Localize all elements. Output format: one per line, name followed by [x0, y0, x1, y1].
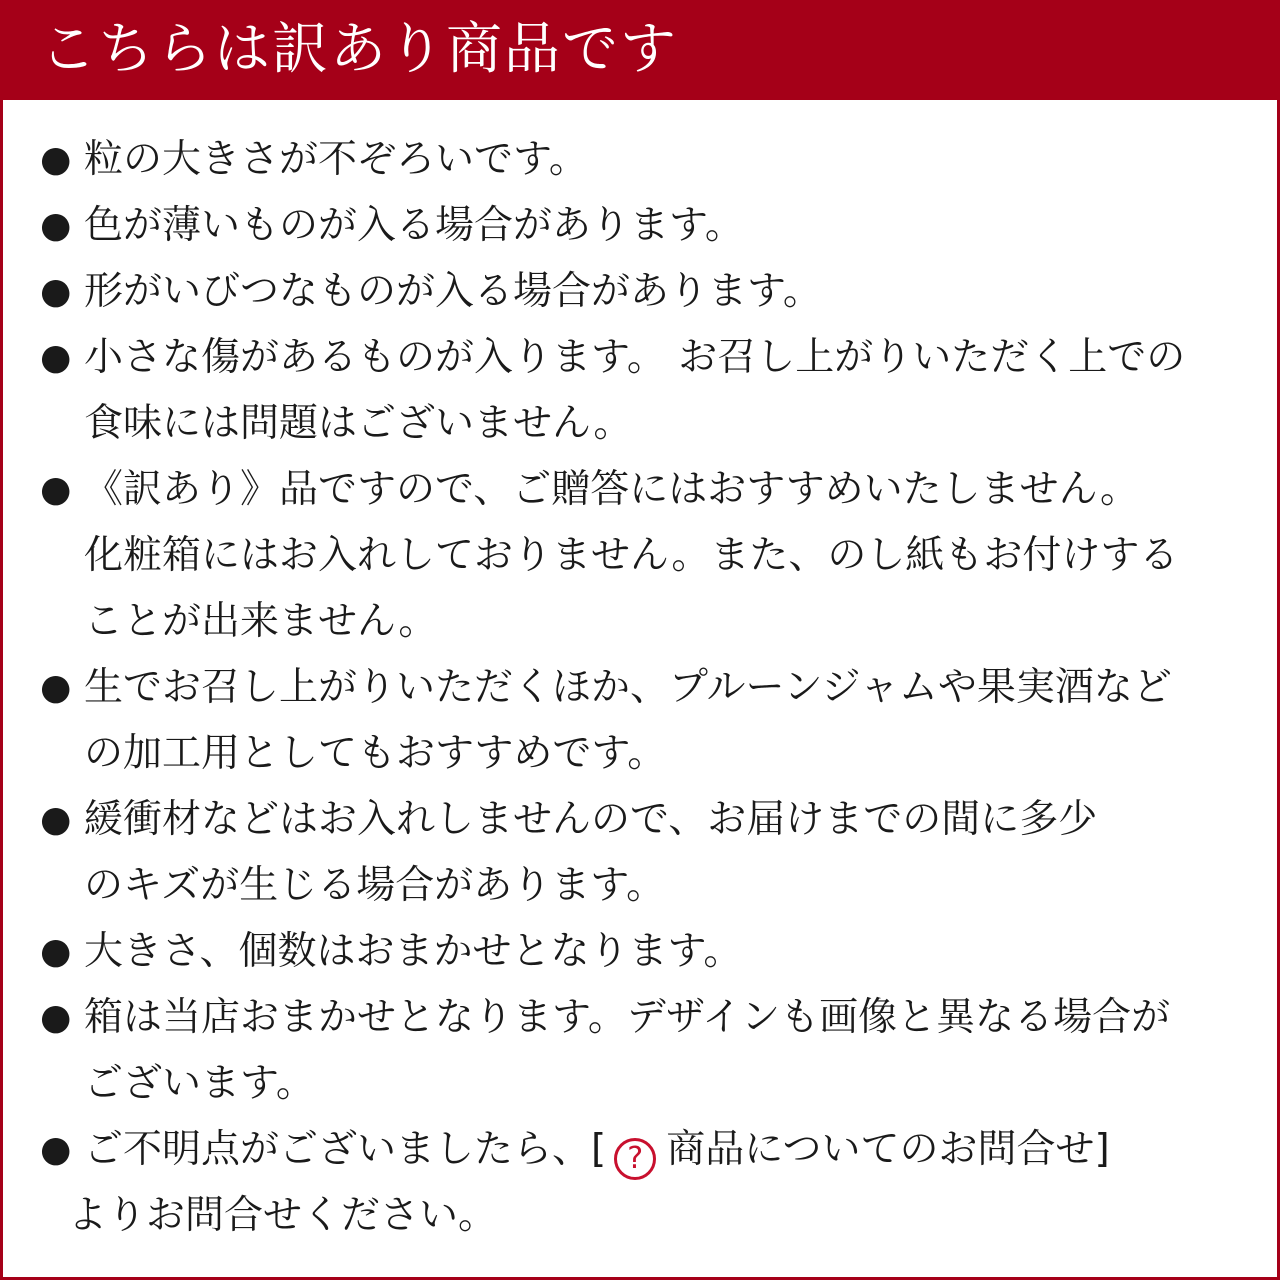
notes-list — [40, 127, 1250, 1249]
note-line: 生でお召し上がりいただくほか、プルーンジャムや果実酒など — [84, 665, 1172, 710]
note-text — [84, 919, 742, 985]
note-item — [40, 325, 1250, 457]
contact-line — [84, 1117, 1110, 1183]
bullet-icon: ● — [40, 799, 72, 840]
bullet-icon: ● — [40, 139, 72, 180]
note-line: 化粧箱にはお入れしておりません。また、のし紙もお付けする — [84, 533, 1179, 578]
note-text — [84, 655, 1172, 787]
note-item — [40, 457, 1250, 655]
bullet-icon: ● — [40, 469, 72, 510]
contact-note — [40, 1117, 1250, 1249]
bullet-icon: ● — [40, 271, 72, 312]
product-inquiry-label: 商品についてのお問合せ — [666, 1127, 1095, 1172]
note-item — [40, 787, 1250, 919]
note-line: の加工用としてもおすすめです。 — [84, 731, 667, 776]
note-line: 小さな傷があるものが入ります。 お召し上がりいただく上での — [84, 335, 1186, 380]
note-item — [40, 127, 1250, 193]
question-circle-icon: ? — [614, 1138, 656, 1180]
note-line: のキズが生じる場合があります。 — [84, 863, 666, 908]
bullet-icon: ● — [40, 997, 72, 1038]
contact-prefix: ご不明点がございましたら、[ — [84, 1127, 607, 1172]
note-text — [84, 325, 1185, 457]
product-inquiry-link[interactable] — [606, 1127, 1095, 1176]
note-line: 食味には問題はございません。 — [84, 401, 633, 446]
header-bar — [0, 0, 1280, 100]
note-line: 《訳あり》品ですので、ご贈答にはおすすめいたしません。 — [84, 467, 1139, 512]
note-item — [40, 919, 1250, 985]
note-line: ことが出来ません。 — [84, 599, 438, 644]
bullet-icon: ● — [40, 931, 72, 972]
note-text — [84, 259, 822, 325]
note-line: ございます。 — [84, 1061, 315, 1106]
page-title: こちらは訳あり商品です — [40, 17, 678, 82]
bullet-icon: ● — [40, 1129, 72, 1170]
note-line: 粒の大きさが不ぞろいです。 — [84, 137, 588, 182]
bullet-icon: ● — [40, 667, 72, 708]
note-text — [84, 787, 1097, 919]
note-text — [84, 127, 588, 193]
note-item — [40, 655, 1250, 787]
bullet-icon: ● — [40, 337, 72, 378]
contact-suffix: ] — [1094, 1127, 1110, 1172]
contact-text — [68, 1117, 1110, 1249]
note-line: 色が薄いものが入る場合があります。 — [84, 203, 744, 248]
note-line: 箱は当店おまかせとなります。デザインも画像と異なる場合が — [84, 995, 1171, 1040]
note-text — [84, 457, 1178, 655]
note-text — [84, 193, 744, 259]
note-item — [40, 193, 1250, 259]
contact-line: よりお問合せください。 — [68, 1193, 498, 1238]
bullet-icon: ● — [40, 205, 72, 246]
note-text — [84, 985, 1170, 1117]
note-line: 緩衝材などはお入れしませんので、お届けまでの間に多少 — [84, 797, 1098, 842]
note-item — [40, 985, 1250, 1117]
note-item — [40, 259, 1250, 325]
note-line: 大きさ、個数はおまかせとなります。 — [84, 929, 743, 974]
note-line: 形がいびつなものが入る場合があります。 — [84, 269, 822, 314]
